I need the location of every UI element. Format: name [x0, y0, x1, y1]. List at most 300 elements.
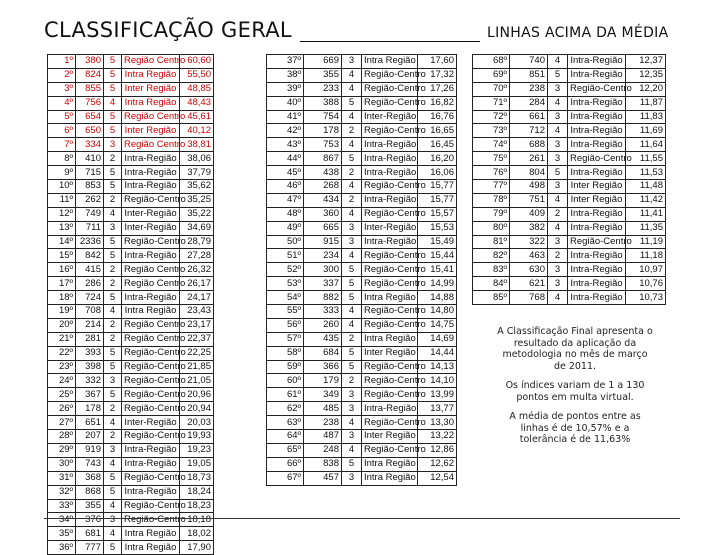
region-cell: Intra-Região	[122, 457, 180, 471]
region-cell: Região-Centro	[362, 180, 418, 194]
table-row	[267, 152, 457, 166]
region-cell: Inter-Região	[362, 110, 418, 124]
ranking-table-1	[47, 54, 214, 555]
rank-cell: 5º	[48, 110, 76, 124]
points-cell: 233	[304, 82, 342, 96]
page-subtitle: LINHAS ACIMA DA MÉDIA	[487, 25, 669, 41]
region-cell: Intra-Região	[122, 443, 180, 457]
table-row	[267, 221, 457, 235]
average-cell: 14,75	[418, 318, 457, 332]
rank-cell: 46º	[267, 180, 304, 194]
region-cell: Região-Centro	[362, 68, 418, 82]
average-cell: 17,32	[418, 68, 457, 82]
average-cell: 14,10	[418, 374, 457, 388]
table-row	[267, 82, 457, 96]
average-cell: 16,45	[418, 138, 457, 152]
lines-cell: 5	[104, 124, 122, 138]
region-cell: Intra-Região	[568, 207, 626, 221]
average-cell: 11,35	[626, 221, 666, 235]
points-cell: 715	[76, 166, 104, 180]
rank-cell: 51º	[267, 249, 304, 263]
lines-cell: 5	[104, 541, 122, 555]
rank-cell: 23º	[48, 360, 76, 374]
points-cell: 435	[304, 332, 342, 346]
points-cell: 487	[304, 430, 342, 444]
average-cell: 12,54	[418, 471, 457, 485]
table-row	[267, 360, 457, 374]
region-cell: Região-Centro	[362, 263, 418, 277]
points-cell: 740	[510, 55, 548, 69]
lines-cell: 4	[548, 193, 568, 207]
average-cell: 18,73	[180, 471, 214, 485]
rank-cell: 17º	[48, 277, 76, 291]
region-cell: Região-Centro	[362, 388, 418, 402]
points-cell: 669	[304, 55, 342, 69]
lines-cell: 3	[548, 110, 568, 124]
region-cell: Região-Centro	[362, 207, 418, 221]
lines-cell: 4	[548, 221, 568, 235]
table-row	[473, 207, 666, 221]
average-cell: 17,90	[180, 541, 214, 555]
rank-cell: 10º	[48, 180, 76, 194]
points-cell: 261	[510, 152, 548, 166]
lines-cell: 5	[104, 249, 122, 263]
region-cell: Região-Centro	[122, 193, 180, 207]
average-cell: 21,85	[180, 360, 214, 374]
lines-cell: 2	[104, 193, 122, 207]
lines-cell: 4	[342, 318, 362, 332]
lines-cell: 2	[548, 207, 568, 221]
title-underline	[300, 41, 480, 42]
footer-rule	[44, 518, 680, 519]
rank-cell: 14º	[48, 235, 76, 249]
rank-cell: 25º	[48, 388, 76, 402]
points-cell: 260	[304, 318, 342, 332]
region-cell: Intra Região	[122, 541, 180, 555]
lines-cell: 3	[104, 221, 122, 235]
points-cell: 919	[76, 443, 104, 457]
points-cell: 463	[510, 249, 548, 263]
points-cell: 333	[304, 305, 342, 319]
region-cell: Região Centro	[122, 277, 180, 291]
region-cell: Intra-Região	[568, 291, 626, 305]
region-cell: Intra Região	[362, 332, 418, 346]
region-cell: Região-Centro	[122, 388, 180, 402]
average-cell: 15,77	[418, 180, 457, 194]
lines-cell: 2	[104, 332, 122, 346]
table-row	[48, 471, 214, 485]
region-cell: Inter Região	[568, 180, 626, 194]
average-cell: 17,26	[418, 82, 457, 96]
average-cell: 19,05	[180, 457, 214, 471]
rank-cell: 75º	[473, 152, 510, 166]
points-cell: 409	[510, 207, 548, 221]
lines-cell: 4	[104, 457, 122, 471]
lines-cell: 3	[548, 277, 568, 291]
average-cell: 22,37	[180, 332, 214, 346]
average-cell: 11,41	[626, 207, 666, 221]
table-row	[473, 82, 666, 96]
table-row	[473, 180, 666, 194]
region-cell: Região Centro	[122, 55, 180, 69]
lines-cell: 5	[104, 82, 122, 96]
lines-cell: 4	[342, 207, 362, 221]
methodology-note	[496, 326, 654, 454]
region-cell: Intra-Região	[362, 166, 418, 180]
average-cell: 11,69	[626, 124, 666, 138]
region-cell: Região-Centro	[362, 277, 418, 291]
average-cell: 15,57	[418, 207, 457, 221]
table-row	[48, 499, 214, 513]
average-cell: 38,06	[180, 152, 214, 166]
lines-cell: 5	[104, 55, 122, 69]
points-cell: 238	[304, 416, 342, 430]
table-row	[267, 166, 457, 180]
rank-cell: 55º	[267, 305, 304, 319]
lines-cell: 5	[104, 166, 122, 180]
table-row	[48, 82, 214, 96]
average-cell: 34,69	[180, 221, 214, 235]
lines-cell: 2	[104, 152, 122, 166]
average-cell: 20,94	[180, 402, 214, 416]
region-cell: Inter-Região	[122, 416, 180, 430]
rank-cell: 8º	[48, 152, 76, 166]
lines-cell: 2	[342, 124, 362, 138]
rank-cell: 44º	[267, 152, 304, 166]
points-cell: 268	[304, 180, 342, 194]
lines-cell: 4	[342, 110, 362, 124]
table-row	[473, 68, 666, 82]
lines-cell: 4	[342, 416, 362, 430]
points-cell: 756	[76, 96, 104, 110]
region-cell: Intra-Região	[568, 124, 626, 138]
region-cell: Inter-Região	[122, 207, 180, 221]
rank-cell: 4º	[48, 96, 76, 110]
region-cell: Intra Região	[122, 527, 180, 541]
table-row	[267, 249, 457, 263]
table-row	[48, 166, 214, 180]
lines-cell: 3	[548, 82, 568, 96]
region-cell: Intra-Região	[568, 249, 626, 263]
points-cell: 349	[304, 388, 342, 402]
region-cell: Inter Região	[362, 430, 418, 444]
average-cell: 40,12	[180, 124, 214, 138]
table-row	[267, 388, 457, 402]
lines-cell: 5	[104, 68, 122, 82]
points-cell: 281	[76, 332, 104, 346]
region-cell: Intra Região	[122, 68, 180, 82]
average-cell: 14,88	[418, 291, 457, 305]
average-cell: 11,83	[626, 110, 666, 124]
table-row	[48, 388, 214, 402]
rank-cell: 21º	[48, 332, 76, 346]
table-row	[267, 457, 457, 471]
points-cell: 768	[510, 291, 548, 305]
table-row	[48, 207, 214, 221]
table-row	[267, 332, 457, 346]
table-row	[267, 235, 457, 249]
points-cell: 842	[76, 249, 104, 263]
lines-cell: 3	[104, 513, 122, 527]
table-row	[48, 402, 214, 416]
points-cell: 743	[76, 457, 104, 471]
points-cell: 650	[76, 124, 104, 138]
rank-cell: 9º	[48, 166, 76, 180]
average-cell: 12,35	[626, 68, 666, 82]
average-cell: 24,17	[180, 291, 214, 305]
average-cell: 28,79	[180, 235, 214, 249]
average-cell: 13,99	[418, 388, 457, 402]
average-cell: 10,97	[626, 263, 666, 277]
table-row	[267, 193, 457, 207]
rank-cell: 70º	[473, 82, 510, 96]
average-cell: 15,44	[418, 249, 457, 263]
table-row	[267, 346, 457, 360]
lines-cell: 2	[342, 332, 362, 346]
table-row	[48, 193, 214, 207]
table-row	[48, 221, 214, 235]
region-cell: Inter Região	[568, 193, 626, 207]
average-cell: 13,22	[418, 430, 457, 444]
average-cell: 13,77	[418, 402, 457, 416]
rank-cell: 49º	[267, 221, 304, 235]
table-row	[48, 180, 214, 194]
average-cell: 11,42	[626, 193, 666, 207]
rank-cell: 7º	[48, 138, 76, 152]
lines-cell: 5	[104, 180, 122, 194]
lines-cell: 4	[104, 305, 122, 319]
table-row	[48, 291, 214, 305]
rank-cell: 59º	[267, 360, 304, 374]
table-row	[48, 249, 214, 263]
rank-cell: 63º	[267, 416, 304, 430]
average-cell: 12,86	[418, 443, 457, 457]
region-cell: Intra-Região	[362, 152, 418, 166]
table-row	[267, 180, 457, 194]
region-cell: Região-Centro	[362, 443, 418, 457]
rank-cell: 32º	[48, 485, 76, 499]
rank-cell: 39º	[267, 82, 304, 96]
points-cell: 398	[76, 360, 104, 374]
points-cell: 214	[76, 318, 104, 332]
lines-cell: 5	[104, 388, 122, 402]
region-cell: Região-Centro	[122, 471, 180, 485]
lines-cell: 3	[342, 402, 362, 416]
average-cell: 15,53	[418, 221, 457, 235]
points-cell: 415	[76, 263, 104, 277]
rank-cell: 78º	[473, 193, 510, 207]
points-cell: 915	[304, 235, 342, 249]
lines-cell: 3	[548, 138, 568, 152]
note-classification: A Classificação Final apresenta o resultado da aplicação da metodologia no mês de março de 2011.	[497, 326, 653, 372]
points-cell: 322	[510, 235, 548, 249]
region-cell: Intra Região	[122, 96, 180, 110]
table-row	[473, 124, 666, 138]
table-row	[48, 485, 214, 499]
region-cell: Intra-Região	[362, 193, 418, 207]
table-row	[48, 374, 214, 388]
rank-cell: 74º	[473, 138, 510, 152]
table-row	[48, 318, 214, 332]
average-cell: 20,96	[180, 388, 214, 402]
lines-cell: 4	[342, 443, 362, 457]
average-cell: 16,76	[418, 110, 457, 124]
points-cell: 855	[76, 82, 104, 96]
lines-cell: 2	[342, 166, 362, 180]
table-row	[267, 277, 457, 291]
rank-cell: 34º	[48, 513, 76, 527]
lines-cell: 4	[342, 82, 362, 96]
rank-cell: 45º	[267, 166, 304, 180]
points-cell: 2336	[76, 235, 104, 249]
region-cell: Intra Região	[362, 457, 418, 471]
lines-cell: 3	[548, 180, 568, 194]
region-cell: Região-Centro	[122, 430, 180, 444]
region-cell: Região Centro	[122, 263, 180, 277]
table-row	[267, 55, 457, 69]
average-cell: 11,64	[626, 138, 666, 152]
lines-cell: 4	[548, 96, 568, 110]
rank-cell: 29º	[48, 443, 76, 457]
lines-cell: 4	[104, 499, 122, 513]
region-cell: Intra-Região	[122, 152, 180, 166]
rank-cell: 11º	[48, 193, 76, 207]
rank-cell: 54º	[267, 291, 304, 305]
table-row	[267, 124, 457, 138]
rank-cell: 64º	[267, 430, 304, 444]
lines-cell: 3	[548, 235, 568, 249]
region-cell: Intra-Região	[122, 485, 180, 499]
lines-cell: 2	[342, 374, 362, 388]
region-cell: Inter-Região	[122, 221, 180, 235]
points-cell: 712	[510, 124, 548, 138]
lines-cell: 4	[342, 68, 362, 82]
points-cell: 751	[510, 193, 548, 207]
table-row	[267, 291, 457, 305]
points-cell: 661	[510, 110, 548, 124]
average-cell: 18,02	[180, 527, 214, 541]
points-cell: 238	[510, 82, 548, 96]
rank-cell: 12º	[48, 207, 76, 221]
rank-cell: 76º	[473, 166, 510, 180]
region-cell: Intra-Região	[568, 55, 626, 69]
rank-cell: 62º	[267, 402, 304, 416]
table-row	[473, 277, 666, 291]
lines-cell: 3	[342, 430, 362, 444]
lines-cell: 2	[342, 193, 362, 207]
lines-cell: 5	[342, 291, 362, 305]
points-cell: 360	[304, 207, 342, 221]
note-average: A média de pontos entre as linhas é de 10,57% e a tolerância é de 11,63%	[509, 411, 641, 445]
lines-cell: 3	[104, 374, 122, 388]
region-cell: Região-Centro	[362, 96, 418, 110]
average-cell: 35,25	[180, 193, 214, 207]
points-cell: 688	[510, 138, 548, 152]
lines-cell: 2	[104, 430, 122, 444]
page-title: CLASSIFICAÇÃO GERAL	[44, 18, 292, 42]
region-cell: Inter Região	[122, 124, 180, 138]
region-cell: Intra-Região	[568, 277, 626, 291]
table-row	[473, 263, 666, 277]
points-cell: 355	[304, 68, 342, 82]
lines-cell: 3	[104, 443, 122, 457]
rank-cell: 60º	[267, 374, 304, 388]
lines-cell: 5	[342, 96, 362, 110]
points-cell: 334	[76, 138, 104, 152]
region-cell: Intra Região	[362, 291, 418, 305]
points-cell: 367	[76, 388, 104, 402]
table-row	[48, 416, 214, 430]
rank-cell: 58º	[267, 346, 304, 360]
lines-cell: 5	[104, 291, 122, 305]
points-cell: 382	[510, 221, 548, 235]
average-cell: 11,55	[626, 152, 666, 166]
average-cell: 14,44	[418, 346, 457, 360]
average-cell: 10,76	[626, 277, 666, 291]
lines-cell: 5	[548, 166, 568, 180]
table-row	[473, 96, 666, 110]
lines-cell: 5	[104, 471, 122, 485]
lines-cell: 4	[342, 180, 362, 194]
table-row	[48, 152, 214, 166]
lines-cell: 3	[342, 235, 362, 249]
ranking-table-3	[472, 54, 666, 305]
lines-cell: 5	[104, 485, 122, 499]
region-cell: Intra-Região	[122, 291, 180, 305]
lines-cell: 5	[342, 277, 362, 291]
table-row	[48, 360, 214, 374]
lines-cell: 3	[342, 221, 362, 235]
points-cell: 498	[510, 180, 548, 194]
rank-cell: 43º	[267, 138, 304, 152]
lines-cell: 2	[104, 318, 122, 332]
average-cell: 26,17	[180, 277, 214, 291]
rank-cell: 30º	[48, 457, 76, 471]
lines-cell: 2	[104, 263, 122, 277]
lines-cell: 3	[342, 55, 362, 69]
table-row	[48, 527, 214, 541]
region-cell: Intra-Região	[122, 249, 180, 263]
points-cell: 882	[304, 291, 342, 305]
rank-cell: 6º	[48, 124, 76, 138]
lines-cell: 5	[342, 360, 362, 374]
table-row	[473, 235, 666, 249]
rank-cell: 79º	[473, 207, 510, 221]
average-cell: 18,23	[180, 499, 214, 513]
table-row	[48, 263, 214, 277]
rank-cell: 27º	[48, 416, 76, 430]
lines-cell: 2	[548, 249, 568, 263]
average-cell: 35,22	[180, 207, 214, 221]
average-cell: 12,37	[626, 55, 666, 69]
table-row	[267, 430, 457, 444]
table-row	[267, 443, 457, 457]
average-cell: 48,43	[180, 96, 214, 110]
region-cell: Região-Centro	[362, 360, 418, 374]
table-row	[48, 68, 214, 82]
points-cell: 434	[304, 193, 342, 207]
table-row	[48, 346, 214, 360]
lines-cell: 4	[104, 96, 122, 110]
rank-cell: 31º	[48, 471, 76, 485]
average-cell: 21,05	[180, 374, 214, 388]
region-cell: Região-Centro	[568, 82, 626, 96]
average-cell: 12,20	[626, 82, 666, 96]
points-cell: 711	[76, 221, 104, 235]
points-cell: 286	[76, 277, 104, 291]
rank-cell: 35º	[48, 527, 76, 541]
average-cell: 26,32	[180, 263, 214, 277]
